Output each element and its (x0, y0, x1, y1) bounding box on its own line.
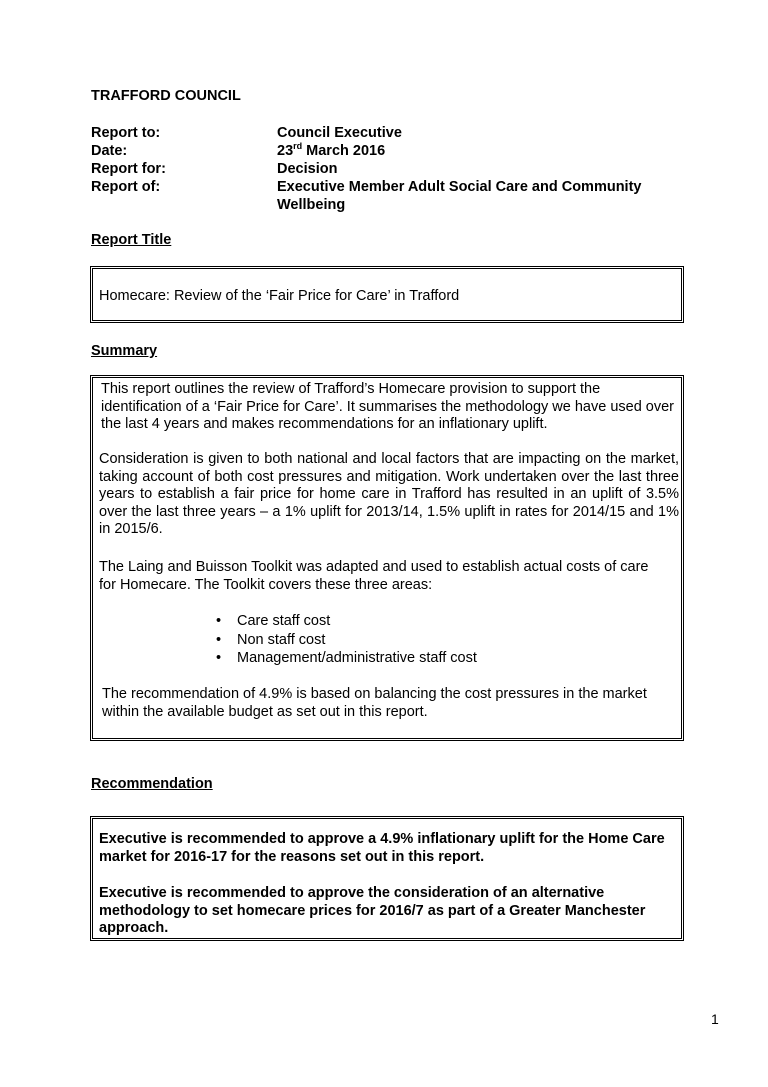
meta-row-report-to (91, 124, 691, 142)
meta-value (277, 142, 677, 160)
meta-row-report-of (91, 178, 691, 214)
summary-paragraph-4: The recommendation of 4.9% is based on balancing the cost pressures in the market within the available budget as set out in this report. (102, 686, 647, 720)
meta-row-report-for (91, 160, 691, 178)
council-name: TRAFFORD COUNCIL (91, 88, 241, 104)
recommendation-heading: Recommendation (91, 776, 213, 792)
page-number: 1 (711, 1011, 719, 1027)
meta-value: Decision (277, 161, 338, 177)
report-title-box (90, 266, 684, 323)
list-item: • Non staff cost (213, 631, 477, 650)
meta-value: Council Executive (277, 125, 402, 141)
toolkit-areas-list (213, 612, 477, 668)
list-item: • Care staff cost (213, 612, 477, 631)
report-title-heading: Report Title (91, 232, 172, 248)
meta-label: Report for: (91, 161, 166, 177)
summary-paragraph-2: Consideration is given to both national and local factors that are impacting on the market, taking account of both cost pressures and mitigation. Work undertaken over the last three years to establish a fair price for home care in Trafford has resulted in an uplift of 3.5% over the last three years – a 1% uplift for 2013/14, 1.5% uplift in rates for 2014/15 and 1% in 2015/6. (99, 451, 679, 537)
date-rest: March 2016 (302, 143, 386, 159)
summary-heading: Summary (91, 343, 158, 359)
meta-label: Report to: (91, 125, 161, 141)
summary-paragraph-1: This report outlines the review of Trafford’s Homecare provision to support the identification of a ‘Fair Price for Care’. It summarises the methodology we have used over the last 4 years and makes recommendations for an inflationary uplift. (101, 381, 675, 432)
meta-label: Date: (91, 143, 128, 159)
summary-paragraph-3: The Laing and Buisson Toolkit was adapted and used to establish actual costs of care for Homecare. The Toolkit covers these three areas: (99, 559, 649, 593)
date-ordinal: rd (293, 141, 303, 152)
recommendation-paragraph-2: Executive is recommended to approve the consideration of an alternative methodology to set homecare prices for 2016/7 as part of a Greater Manchester approach. (99, 885, 646, 936)
date-day: 23 (277, 143, 294, 159)
recommendation-paragraph-1: Executive is recommended to approve a 4.9% inflationary uplift for the Home Care market for 2016-17 for the reasons set out in this report. (99, 831, 665, 865)
report-meta (91, 124, 691, 214)
report-title-text: Homecare: Review of the ‘Fair Price for Care’ in Trafford (99, 288, 460, 304)
recommendation-box (90, 816, 684, 941)
meta-value: Executive Member Adult Social Care and Community Wellbeing (277, 179, 642, 213)
list-item: • Management/administrative staff cost (213, 649, 477, 668)
meta-label: Report of: (91, 179, 161, 195)
meta-row-date (91, 142, 691, 160)
summary-box (90, 375, 684, 741)
